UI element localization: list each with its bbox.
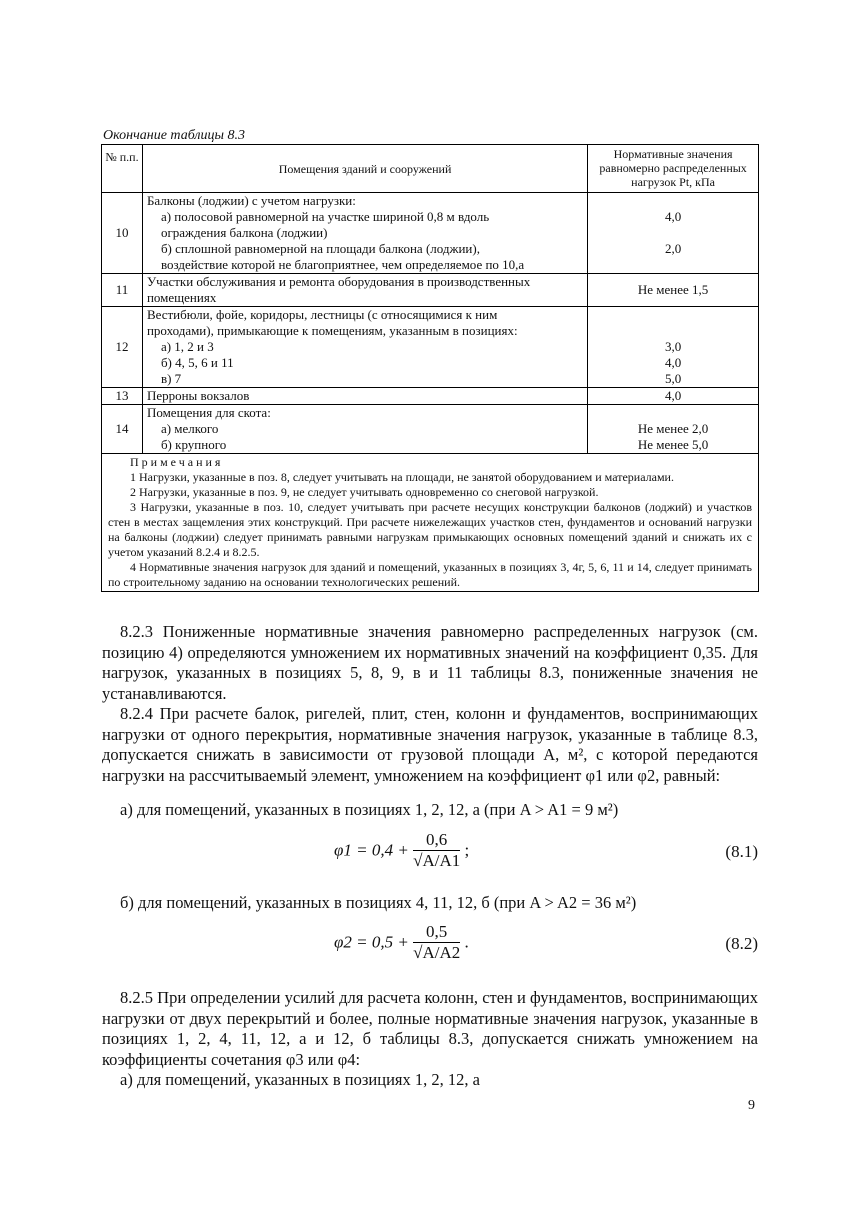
row-name	[142, 274, 587, 307]
paragraph-8-2-4: 8.2.4 При расчете балок, ригелей, плит, стен, колонн и фундаментов, воспринимающих нагрузки от одного перекрытия, нормативные значения нагрузок, указанные в таблице 8.3, допускается снижать в зависимости от грузовой площади A, м², с которой передаются нагрузки на рассчитываемый элемент, умножением на коэффициент φ1 или φ2, равный:	[102, 704, 758, 785]
row-value-line	[588, 193, 758, 209]
row-value-line	[588, 307, 758, 323]
header-name: Помещения зданий и сооружений	[142, 145, 587, 193]
row-line: б) 4, 5, 6 и 11	[160, 355, 234, 370]
row-line: проходами), примыкающие к помещениям, указанным в позициях:	[146, 323, 518, 338]
row-name	[142, 388, 587, 405]
row-value-line: Не менее 5,0	[637, 437, 709, 452]
loads-table	[101, 144, 759, 592]
row-value-line	[588, 225, 758, 241]
table-row	[102, 274, 759, 307]
row-line: б) сплошной равномерной на площади балкона (лоджии),	[160, 241, 480, 256]
row-value-line	[588, 405, 758, 421]
table-row	[102, 405, 759, 454]
item-b: б) для помещений, указанных в позициях 4, 11, 12, б (при A > A2 = 36 м²)	[120, 893, 637, 912]
row-value-line	[588, 257, 758, 273]
row-value	[588, 388, 759, 405]
row-line: ограждения балкона (лоджии)	[160, 225, 328, 240]
formula-8-1: φ1 = 0,4 + $\frac{0,6}{√A/A1}$ ; (8.1)	[334, 830, 758, 870]
page-number: 9	[748, 1098, 755, 1113]
row-number: 12	[102, 307, 143, 388]
note-2: 2 Нагрузки, указанные в поз. 9, не следует учитывать одновременно со снеговой нагрузкой.	[130, 485, 599, 499]
formula-8-2-number: (8.2)	[725, 934, 758, 953]
note-1: 1 Нагрузки, указанные в поз. 8, следует учитывать на площади, не занятой оборудованием и материалами.	[130, 470, 674, 484]
header-value: Нормативные значения равномерно распределенных нагрузок Pt, кПа	[588, 145, 759, 193]
row-number: 11	[102, 274, 143, 307]
row-line: а) 1, 2 и 3	[160, 339, 214, 354]
row-line: Вестибюли, фойе, коридоры, лестницы (с относящимися к ним	[146, 307, 498, 322]
row-value-line: Не менее 1,5	[637, 282, 709, 297]
notes-cell	[102, 454, 759, 592]
row-value-line: Не менее 2,0	[637, 421, 709, 436]
row-value-line: 2,0	[664, 241, 682, 256]
row-value-line: 5,0	[664, 371, 682, 386]
row-value	[588, 193, 759, 274]
row-value	[588, 274, 759, 307]
paragraph-8-2-3: 8.2.3 Пониженные нормативные значения равномерно распределенных нагрузок (см. позицию 4) определяются умножением их нормативных значений на коэффициент 0,35. Для нагрузок, указанных в позициях 5, 8, 9, в и 11 таблицы 8.3, пониженные значения не устанавливаются.	[102, 622, 758, 703]
row-number: 13	[102, 388, 143, 405]
formula-8-2: φ2 = 0,5 + $\frac{0,5}{√A/A2}$ . (8.2)	[334, 922, 758, 962]
row-value-line: 4,0	[664, 355, 682, 370]
row-line: помещениях	[146, 290, 217, 305]
row-line: в) 7	[160, 371, 182, 386]
table-row	[102, 388, 759, 405]
row-value-line	[588, 323, 758, 339]
row-name	[142, 405, 587, 454]
formula-8-1-number: (8.1)	[725, 842, 758, 861]
formula-8-1-lhs: φ1 = 0,4 +	[334, 840, 409, 860]
row-value-line: 4,0	[664, 209, 682, 224]
row-number: 14	[102, 405, 143, 454]
row-value	[588, 405, 759, 454]
formula-8-2-lhs: φ2 = 0,5 +	[334, 932, 409, 952]
item-a: а) для помещений, указанных в позициях 1, 2, 12, а (при A > A1 = 9 м²)	[120, 800, 619, 819]
item-a-2: а) для помещений, указанных в позициях 1, 2, 12, а	[120, 1070, 480, 1089]
row-number: 10	[102, 193, 143, 274]
table-row	[102, 193, 759, 274]
row-value	[588, 307, 759, 388]
table-body	[102, 193, 759, 454]
row-line: Участки обслуживания и ремонта оборудования в производственных	[146, 274, 531, 289]
note-3: 3 Нагрузки, указанные в поз. 10, следует учитывать при расчете несущих конструкции балконов (лоджий) и участков стен в местах защемления этих конструкций. При расчете нижележащих участков стен, фундаментов и оснований нагрузки на балконы (лоджии) следует принимать равными нагрузкам примыкающих основных помещений зданий и снижать их с учетом указаний 8.2.4 и 8.2.5.	[108, 500, 752, 559]
row-line: воздействие которой не благоприятнее, чем определяемое по 10,а	[160, 257, 525, 272]
row-line: Балконы (лоджии) с учетом нагрузки:	[146, 193, 356, 208]
row-line: а) мелкого	[160, 421, 219, 436]
row-name	[142, 193, 587, 274]
row-line: Помещения для скота:	[146, 405, 271, 420]
row-line: а) полосовой равномерной на участке шириной 0,8 м вдоль	[160, 209, 490, 224]
table-caption: Окончание таблицы 8.3	[103, 128, 245, 143]
row-value-line: 4,0	[664, 388, 682, 403]
table-row	[102, 307, 759, 388]
paragraph-8-2-5: 8.2.5 При определении усилий для расчета колонн, стен и фундаментов, воспринимающих нагрузки от двух перекрытий и более, полные нормативные значения нагрузок, указанные в позициях 1, 2, 4, 11, 12, а и 12, б таблицы 8.3, допускается снижать умножением на коэффициенты сочетания φ3 или φ4:	[102, 988, 758, 1069]
notes-title: Примечания	[130, 455, 224, 469]
formula-8-1-fraction: $\frac{0,6}{√A/A1}$	[413, 830, 461, 870]
note-4: 4 Нормативные значения нагрузок для зданий и помещений, указанных в позициях 3, 4г, 5, 6, 11 и 14, следует принимать по строительному заданию на основании технологических решений.	[108, 560, 752, 589]
formula-8-2-fraction: $\frac{0,5}{√A/A2}$	[413, 922, 461, 962]
row-name	[142, 307, 587, 388]
row-line: б) крупного	[160, 437, 227, 452]
header-num: № п.п.	[102, 145, 143, 193]
table-header-row	[102, 145, 759, 193]
notes-row	[102, 454, 759, 592]
row-line: Перроны вокзалов	[146, 388, 250, 403]
row-value-line: 3,0	[664, 339, 682, 354]
